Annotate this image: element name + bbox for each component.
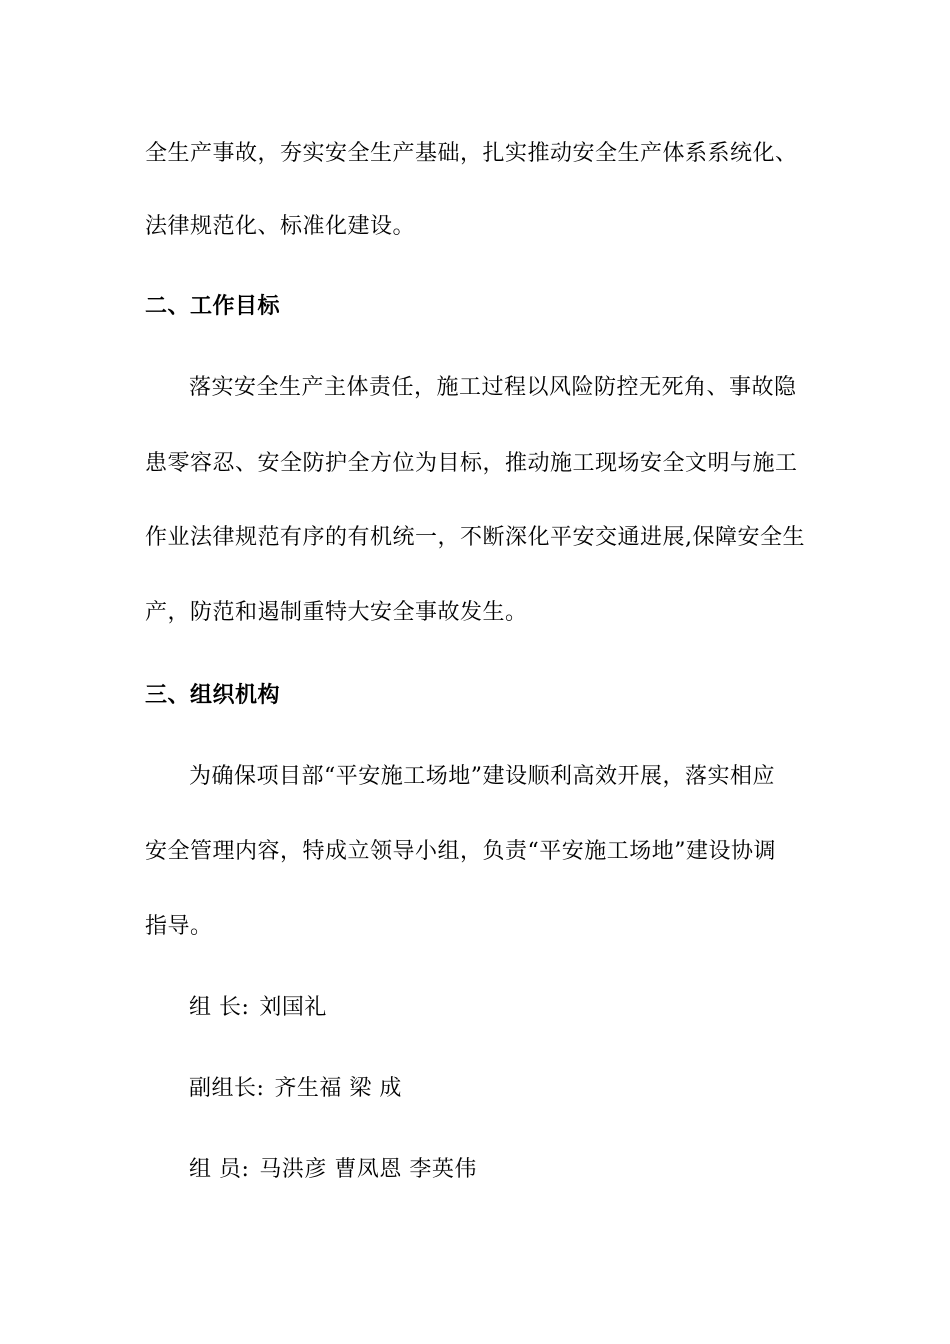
member-row-leader: [189, 993, 327, 1023]
member-role: 副组长:: [189, 1076, 265, 1101]
paragraph-line: 指导。: [145, 914, 213, 939]
member-names: 马洪彦 曹凤恩 李英伟: [259, 1157, 477, 1182]
member-role: 组 长:: [189, 995, 250, 1020]
paragraph-line: 法律规范化、标准化建设。: [145, 214, 416, 239]
member-row-members: [189, 1155, 477, 1185]
paragraph-line: 全生产事故，夯实安全生产基础，扎实推动安全生产体系系统化、: [145, 141, 798, 166]
section-heading-organization: 三、组织机构: [145, 682, 281, 708]
member-names: 齐生福 梁 成: [274, 1076, 402, 1101]
member-names: 刘国礼: [259, 995, 327, 1020]
member-role: 组 员:: [189, 1157, 250, 1182]
paragraph-line: 产，防范和遏制重特大安全事故发生。: [145, 600, 528, 625]
section-heading-work-goals: 二、工作目标: [145, 293, 281, 319]
paragraph-line: 为确保项目部“平安施工场地”建设顺利高效开展，落实相应: [189, 764, 775, 789]
member-row-deputy-leader: [189, 1074, 402, 1104]
paragraph-line: 安全管理内容，特成立领导小组，负责“平安施工场地”建设协调: [145, 839, 776, 864]
paragraph-line: 落实安全生产主体责任，施工过程以风险防控无死角、事故隐: [189, 375, 797, 400]
paragraph-line: 作业法律规范有序的有机统一，不断深化平安交通进展,保障安全生: [145, 525, 805, 550]
paragraph-line: 患零容忍、安全防护全方位为目标，推动施工现场安全文明与施工: [145, 451, 798, 476]
